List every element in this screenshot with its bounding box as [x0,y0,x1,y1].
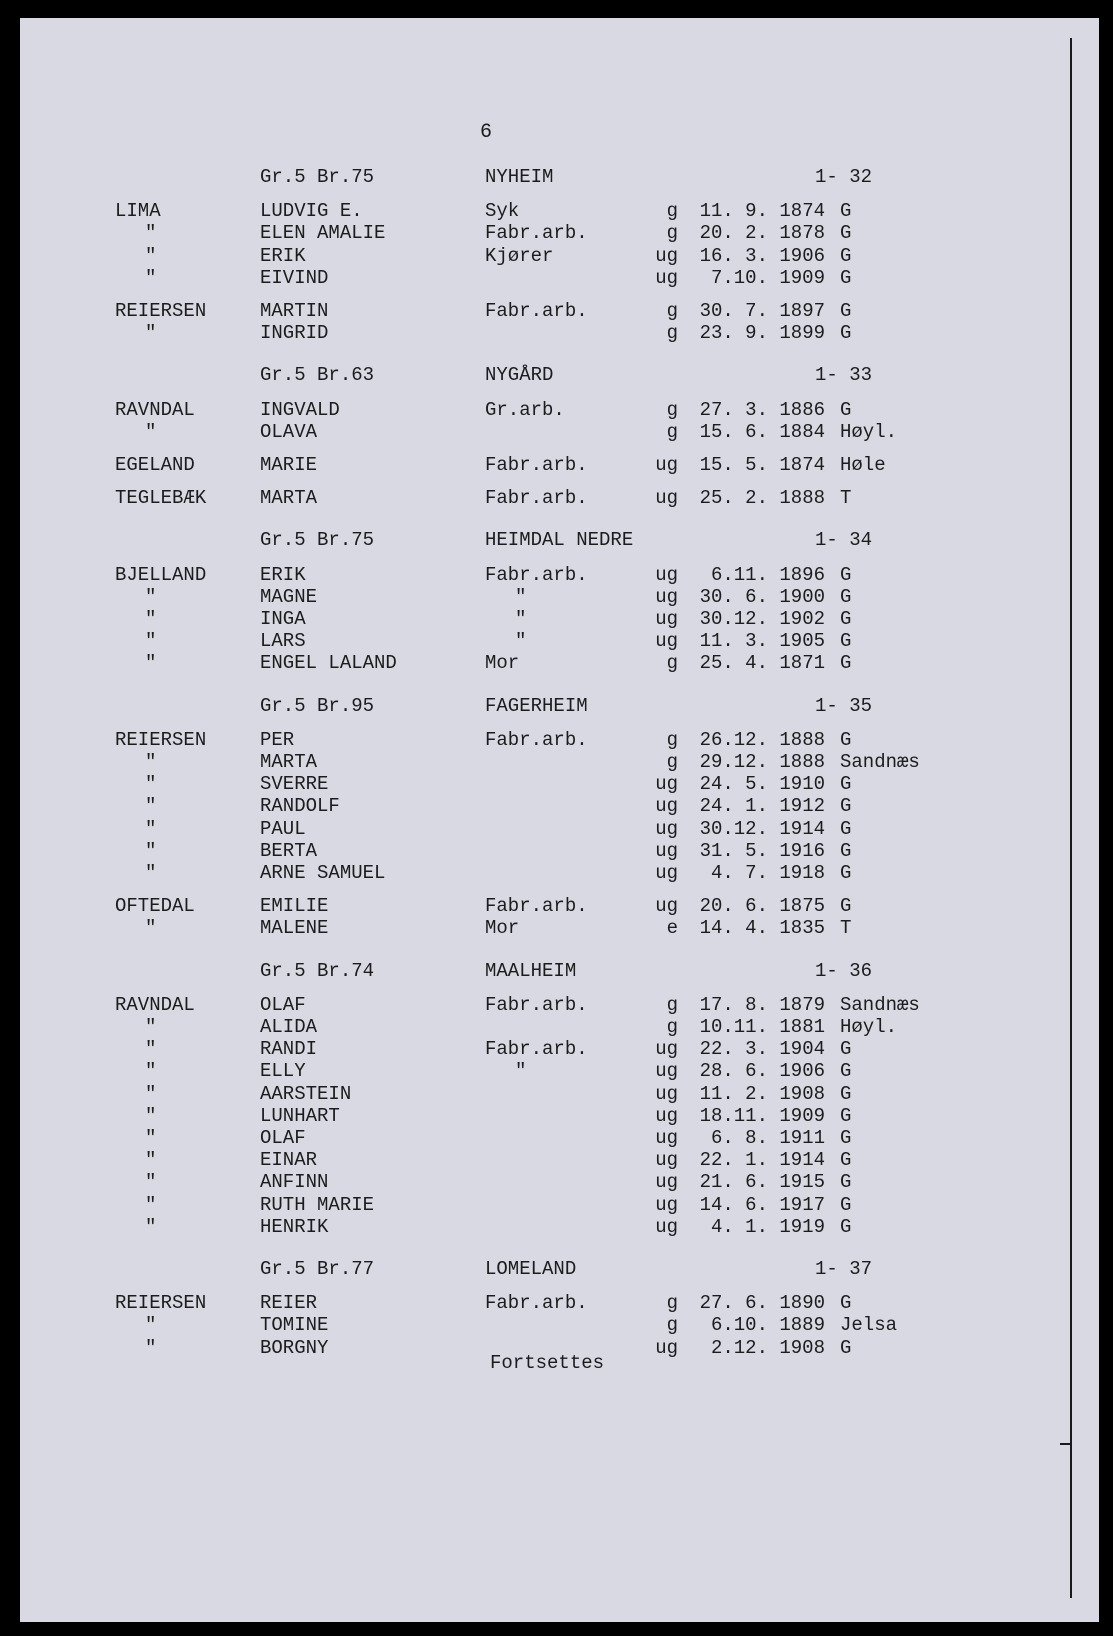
row-surname: " [145,1082,157,1105]
row-status: g [666,1314,678,1337]
row-birthplace: G [840,585,852,608]
block-header-place: NYGÅRD [485,364,554,387]
row-name: ELEN AMALIE [260,222,386,245]
row-name: OLAVA [260,420,318,443]
row-name: BERTA [260,839,318,862]
row-birthplace: G [840,244,852,267]
row-surname: " [145,773,157,796]
row-status: g [666,300,678,322]
row-name: AARSTEIN [260,1082,352,1105]
row-birthplace: Sandnæs [840,993,920,1016]
row-name: MARTIN [260,300,329,322]
row-name: RANDI [260,1038,318,1061]
row-surname: " [145,917,157,940]
row-date: 6.10. 1889 [710,1314,825,1337]
row-date: 30.12. 1914 [699,817,825,840]
row-name: INGA [260,608,306,630]
row-status: ug [655,1060,678,1083]
row-birthplace: Sandnæs [840,751,920,773]
row-name: SVERRE [260,773,329,796]
row-birthplace: T [840,917,852,940]
row-date: 4. 7. 1918 [710,862,825,884]
block-header-place: MAALHEIM [485,959,577,982]
row-surname: " [145,1215,157,1238]
row-birthplace: Høyl. [840,1016,898,1038]
row-name: MARTA [260,487,318,510]
row-surname: " [145,322,157,345]
row-birthplace: G [840,563,852,586]
row-name: PER [260,728,295,751]
row-date: 22. 1. 1914 [699,1149,825,1172]
row-birthplace: G [840,1104,852,1127]
row-surname: " [145,862,157,884]
row-surname: RAVNDAL [115,398,195,421]
row-occupation: Kjører [485,244,554,267]
row-date: 17. 8. 1879 [699,993,825,1016]
row-surname: " [145,1336,157,1359]
row-status: ug [655,266,678,289]
row-name: LUDVIG E. [260,200,363,223]
row-name: BORGNY [260,1336,329,1359]
row-birthplace: G [840,608,852,630]
row-surname: TEGLEBÆK [115,487,207,510]
row-name: ARNE SAMUEL [260,862,386,884]
row-name: INGRID [260,322,329,345]
row-name: ALIDA [260,1016,318,1038]
row-name: TOMINE [260,1314,329,1337]
row-birthplace: Høyl. [840,420,898,443]
row-occupation: " [515,630,527,653]
row-surname: " [145,1171,157,1194]
row-status: g [666,420,678,443]
row-occupation: Syk [485,200,520,223]
row-date: 6. 8. 1911 [710,1127,825,1149]
row-status: ug [655,1082,678,1105]
row-status: ug [655,1193,678,1216]
row-status: ug [655,1336,678,1359]
row-occupation: Mor [485,917,520,940]
row-birthplace: G [840,1215,852,1238]
row-birthplace: G [840,1149,852,1172]
row-name: OLAF [260,1127,306,1149]
row-name: OLAF [260,993,306,1016]
row-status: g [666,1016,678,1038]
row-date: 27. 6. 1890 [699,1292,825,1315]
row-status: g [666,200,678,223]
block-header-gr-br: Gr.5 Br.63 [260,364,375,387]
row-surname: " [145,608,157,630]
row-name: ENGEL LALAND [260,652,397,675]
row-surname: " [145,751,157,773]
row-name: ERIK [260,563,306,586]
row-name: REIER [260,1292,318,1315]
row-birthplace: G [840,1038,852,1061]
row-name: EMILIE [260,895,329,918]
row-date: 14. 6. 1917 [699,1193,825,1216]
row-birthplace: G [840,1127,852,1149]
row-surname: " [145,1104,157,1127]
row-name: EIVIND [260,266,329,289]
row-status: e [666,917,678,940]
page-number: 6 [480,121,493,144]
row-surname: EGELAND [115,454,195,476]
row-birthplace: G [840,1082,852,1105]
row-name: MALENE [260,917,329,940]
row-status: ug [655,454,678,476]
block-header-gr-br: Gr.5 Br.77 [260,1258,375,1280]
row-occupation: " [515,608,527,630]
row-name: MAGNE [260,585,318,608]
row-status: ug [655,1215,678,1238]
row-status: ug [655,585,678,608]
row-surname: " [145,1149,157,1172]
row-surname: REIERSEN [115,1292,207,1315]
row-status: ug [655,563,678,586]
row-birthplace: Jelsa [840,1314,898,1337]
row-date: 15. 5. 1874 [699,454,825,476]
row-name: MARIE [260,454,318,476]
row-date: 29.12. 1888 [699,751,825,773]
row-birthplace: G [840,398,852,421]
row-status: ug [655,895,678,918]
row-date: 25. 2. 1888 [699,487,825,510]
row-name: LUNHART [260,1104,340,1127]
row-date: 20. 2. 1878 [699,222,825,245]
row-name: RUTH MARIE [260,1193,375,1216]
row-date: 20. 6. 1875 [699,895,825,918]
row-status: ug [655,773,678,796]
row-birthplace: G [840,630,852,653]
row-status: ug [655,608,678,630]
row-occupation: Fabr.arb. [485,487,588,510]
row-surname: REIERSEN [115,300,207,322]
row-name: RANDOLF [260,795,340,818]
row-birthplace: G [840,773,852,796]
row-occupation: Fabr.arb. [485,222,588,245]
row-status: ug [655,630,678,653]
row-date: 25. 4. 1871 [699,652,825,675]
row-occupation: Fabr.arb. [485,563,588,586]
document-page [20,18,1099,1622]
row-status: g [666,398,678,421]
row-date: 18.11. 1909 [699,1104,825,1127]
row-surname: OFTEDAL [115,895,195,918]
row-surname: " [145,222,157,245]
row-surname: " [145,1193,157,1216]
row-surname: " [145,1127,157,1149]
row-occupation: " [515,1060,527,1083]
row-name: HENRIK [260,1215,329,1238]
block-header-number: 1- 37 [815,1258,873,1280]
row-surname: " [145,630,157,653]
row-date: 24. 5. 1910 [699,773,825,796]
row-surname: " [145,266,157,289]
row-date: 7.10. 1909 [710,266,825,289]
row-status: ug [655,1038,678,1061]
row-birthplace: G [840,1292,852,1315]
row-surname: " [145,1314,157,1337]
row-date: 22. 3. 1904 [699,1038,825,1061]
row-status: g [666,728,678,751]
row-surname: " [145,585,157,608]
row-birthplace: G [840,795,852,818]
block-header-gr-br: Gr.5 Br.74 [260,959,375,982]
row-status: ug [655,795,678,818]
block-header-gr-br: Gr.5 Br.95 [260,694,375,717]
row-status: ug [655,817,678,840]
row-birthplace: G [840,1193,852,1216]
row-date: 10.11. 1881 [699,1016,825,1038]
row-status: ug [655,839,678,862]
row-date: 11. 2. 1908 [699,1082,825,1105]
row-surname: " [145,795,157,818]
row-birthplace: G [840,222,852,245]
row-surname: " [145,244,157,267]
row-status: ug [655,1127,678,1149]
row-name: ELLY [260,1060,306,1083]
row-date: 23. 9. 1899 [699,322,825,345]
row-date: 24. 1. 1912 [699,795,825,818]
row-surname: LIMA [115,200,161,223]
block-header-number: 1- 32 [815,166,873,188]
row-surname: " [145,1060,157,1083]
block-header-place: NYHEIM [485,166,554,188]
row-birthplace: G [840,300,852,322]
row-surname: " [145,1038,157,1061]
row-surname: " [145,652,157,675]
row-birthplace: G [840,1171,852,1194]
row-date: 15. 6. 1884 [699,420,825,443]
row-birthplace: G [840,728,852,751]
row-date: 14. 4. 1835 [699,917,825,940]
row-birthplace: G [840,652,852,675]
block-header-gr-br: Gr.5 Br.75 [260,529,375,552]
block-header-gr-br: Gr.5 Br.75 [260,166,375,188]
row-status: g [666,652,678,675]
row-occupation: Fabr.arb. [485,1038,588,1061]
row-birthplace: G [840,895,852,918]
row-surname: " [145,839,157,862]
row-birthplace: G [840,862,852,884]
row-status: ug [655,1149,678,1172]
row-date: 2.12. 1908 [710,1336,825,1359]
row-date: 11. 3. 1905 [699,630,825,653]
continuation-note: Fortsettes [490,1352,605,1374]
row-name: INGVALD [260,398,340,421]
row-birthplace: G [840,322,852,345]
row-occupation: Fabr.arb. [485,895,588,918]
row-date: 28. 6. 1906 [699,1060,825,1083]
row-occupation: Fabr.arb. [485,993,588,1016]
row-status: ug [655,1171,678,1194]
row-surname: REIERSEN [115,728,207,751]
row-name: LARS [260,630,306,653]
row-birthplace: G [840,817,852,840]
row-name: ANFINN [260,1171,329,1194]
row-status: g [666,993,678,1016]
row-status: ug [655,862,678,884]
row-birthplace: G [840,1336,852,1359]
row-birthplace: G [840,1060,852,1083]
row-status: g [666,222,678,245]
block-header-place: FAGERHEIM [485,694,588,717]
row-name: EINAR [260,1149,318,1172]
row-surname: " [145,420,157,443]
block-header-number: 1- 33 [815,364,873,387]
row-birthplace: G [840,839,852,862]
row-name: PAUL [260,817,306,840]
row-date: 27. 3. 1886 [699,398,825,421]
row-surname: " [145,1016,157,1038]
right-margin-tick [1060,1443,1070,1445]
block-header-number: 1- 36 [815,959,873,982]
row-date: 16. 3. 1906 [699,244,825,267]
row-birthplace: G [840,266,852,289]
block-header-place: HEIMDAL NEDRE [485,529,634,552]
row-birthplace: G [840,200,852,223]
row-occupation: Fabr.arb. [485,728,588,751]
row-date: 30.12. 1902 [699,608,825,630]
row-occupation: " [515,585,527,608]
block-header-place: LOMELAND [485,1258,577,1280]
row-status: g [666,1292,678,1315]
row-occupation: Fabr.arb. [485,454,588,476]
row-date: 30. 6. 1900 [699,585,825,608]
row-occupation: Mor [485,652,520,675]
row-birthplace: T [840,487,852,510]
row-status: ug [655,244,678,267]
row-status: g [666,751,678,773]
row-name: MARTA [260,751,318,773]
row-birthplace: Høle [840,454,886,476]
row-occupation: Fabr.arb. [485,1292,588,1315]
row-occupation: Fabr.arb. [485,300,588,322]
row-occupation: Gr.arb. [485,398,565,421]
block-header-number: 1- 35 [815,694,873,717]
row-date: 21. 6. 1915 [699,1171,825,1194]
row-date: 31. 5. 1916 [699,839,825,862]
row-date: 6.11. 1896 [710,563,825,586]
block-header-number: 1- 34 [815,529,873,552]
row-name: ERIK [260,244,306,267]
row-status: ug [655,487,678,510]
row-surname: RAVNDAL [115,993,195,1016]
row-date: 26.12. 1888 [699,728,825,751]
row-surname: BJELLAND [115,563,207,586]
row-status: g [666,322,678,345]
right-margin-line [1070,38,1072,1598]
row-surname: " [145,817,157,840]
row-date: 11. 9. 1874 [699,200,825,223]
row-status: ug [655,1104,678,1127]
row-date: 30. 7. 1897 [699,300,825,322]
row-date: 4. 1. 1919 [710,1215,825,1238]
